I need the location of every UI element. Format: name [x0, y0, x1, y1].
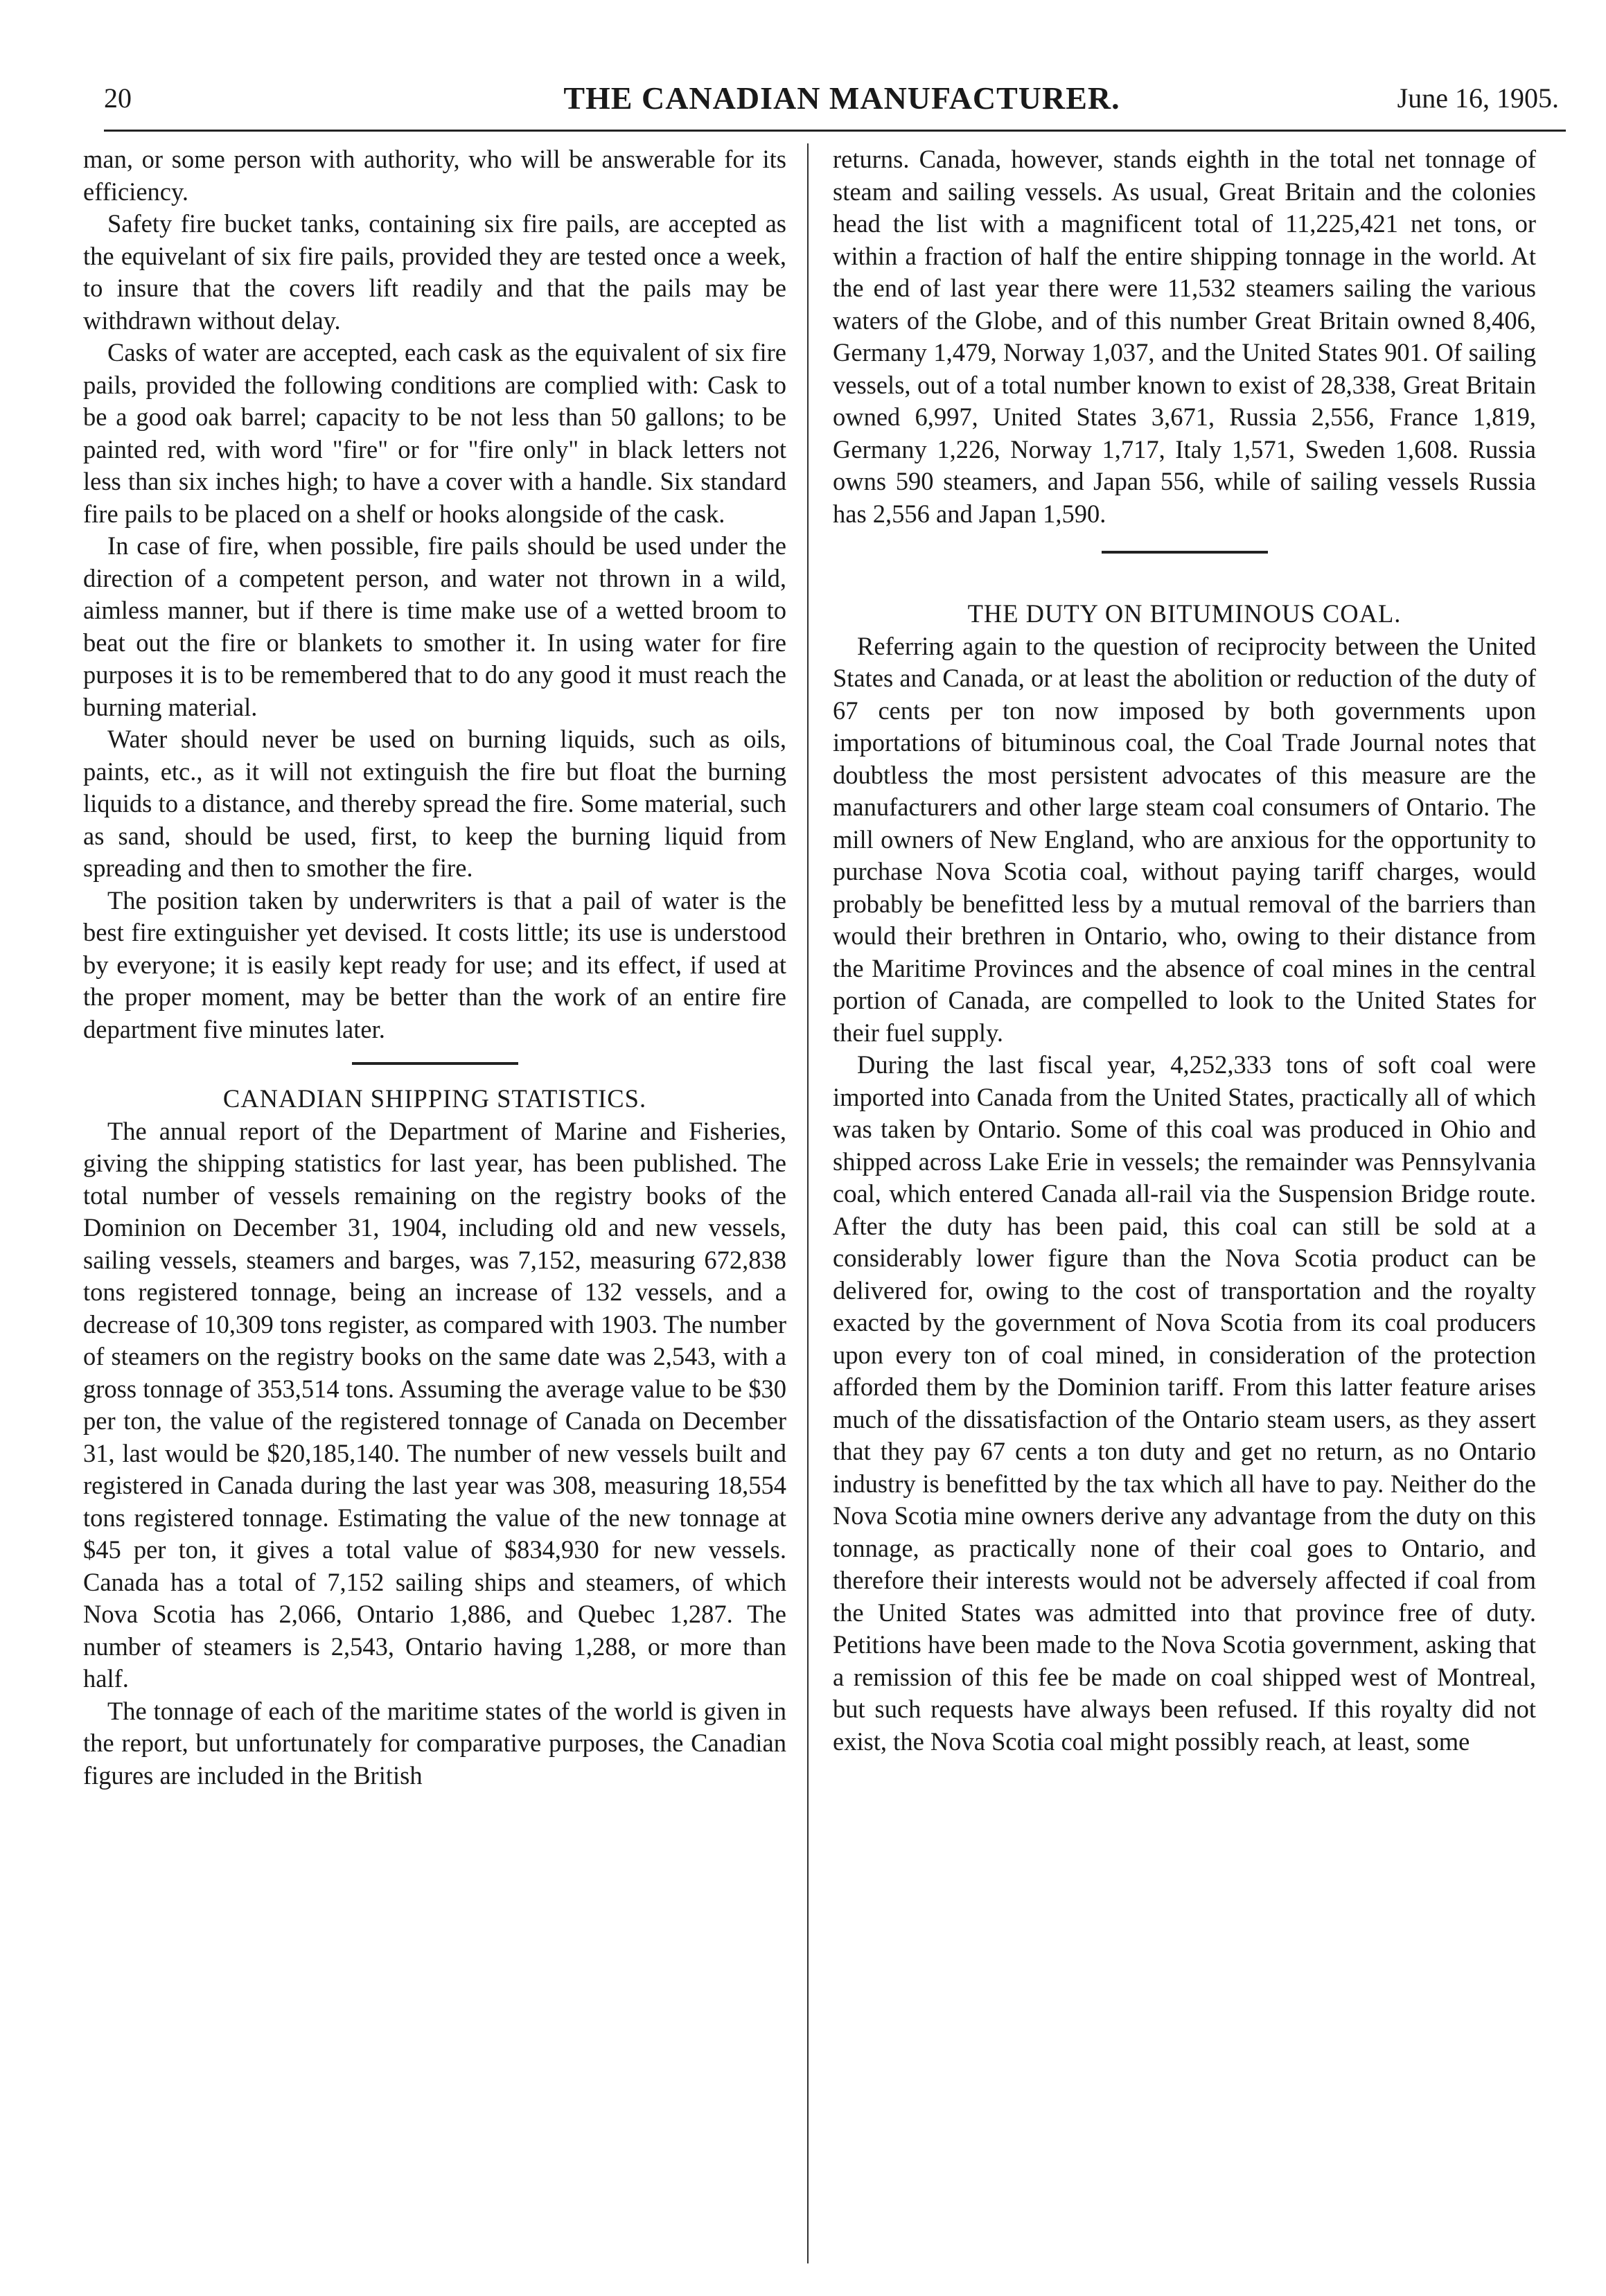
underwriters-position-paragraph: The position taken by underwriters is that a pail of water is the best fire extinguisher yet devised. It costs little; its use is understood by everyone; it is easily kept ready for use; and its effect, if used at the proper moment, may be better than the work of an entire fire department five minutes later.: [83, 885, 786, 1043]
heading-spacer: [833, 572, 1536, 598]
burning-liquids-paragraph: Water should never be used on burning liquids, such as oils, paints, etc., as it will not extinguish the fire but float the burning liquids to a distance, and thereby spread the fire. Some material, such as sand, should be used, first, to keep the burning liquid from spreading and then to smother the fire.: [83, 725, 786, 882]
issue-date: June 16, 1905.: [1397, 82, 1559, 114]
fire-pails-use-paragraph: In case of fire, when possible, fire pails should be used under the direction of a competent person, and water not thrown in a wild, aimless manner, but if there is time make use of a wetted broom to beat out the fire or blankets to smother it. In using water for fire purposes it is to be remembered that to do any good it must reach the burning material.: [83, 531, 786, 721]
shipping-statistics-heading: CANADIAN SHIPPING STATISTICS.: [222, 1084, 647, 1113]
bituminous-coal-heading: THE DUTY ON BITUMINOUS COAL.: [967, 599, 1402, 628]
soft-coal-imports-paragraph: During the last fiscal year, 4,252,333 tons of soft coal were imported into Canada from the United States, practically all of which was taken by Ontario. Some of this coal was produced in Ohio and shipped across Lake Erie in vessels; the remainder was Pennsylvania coal, which entered Canada all-rail via the Suspension Bridge route. After the duty has been paid, this coal can still be sold at a considerably lower figure than the Nova Scotia product can be delivered for, owing to the cost of transportation and the royalty exacted by the government of Nova Scotia from its coal producers upon every ton of coal mined, in consideration of the protection afforded them by the Dominion tariff. From this latter feature arises much of the dissatisfaction of the Ontario steam users, as they assert that they pay 67 cents a ton duty and get no return, as no Ontario industry is benefitted by the tax which all have to pay. Neither do the Nova Scotia mine owners derive any advantage from the duty on this tonnage, as practically none of their coal goes to Ontario, and therefore their interests would not be adversely affected if coal from the United States was admitted into that province free of duty. Petitions have been made to the Nova Scotia government, asking that a remission of this fee be made on coal shipped west of Montreal, but such requests have always been refused. If this royalty did not exist, the Nova Scotia coal might possibly reach, at least, some: [833, 1050, 1536, 1756]
shipping-statistics-paragraph: The annual report of the Department of Marine and Fisheries, giving the shipping statistics for last year, has been published. The total number of vessels remaining on the registry books of the Dominion on December 31, 1904, including old and new vessels, sailing vessels, steamers and barges, was 7,152, measuring 672,838 tons registered tonnage, being an increase of 132 vessels, and a decrease of 10,309 tons register, as compared with 1903. The number of steamers on the registry books on the same date was 2,543, with a gross tonnage of 353,514 tons. Assuming the average value to be $30 per ton, the value of the registered tonnage of Canada on December 31, last would be $20,185,140. The number of new vessels built and registered in Canada during the last year was 308, measuring 18,554 tons registered tonnage. Estimating the value of the new tonnage at $45 per ton, it gives a total value of $834,930 for new vessels. Canada has a total of 7,152 sailing ships and steamers, of which Nova Scotia has 2,066, Ontario 1,886, and Quebec 1,287. The number of steamers is 2,543, Ontario having 1,288, or more than half.: [83, 1116, 786, 1693]
maritime-tonnage-paragraph: The tonnage of each of the maritime states of the world is given in the report, but unfortunately for comparative purposes, the Canadian figures are included in the British: [83, 1696, 786, 1790]
continued-paragraph: man, or some person with authority, who will be answerable for its efficiency.: [83, 145, 786, 206]
casks-of-water-paragraph: Casks of water are accepted, each cask as the equivalent of six fire pails, provided the following conditions are complied with: Cask to be a good oak barrel; capacity to be not less than 50 gallons; to be painted red, with word "fire" or for "fire only" in black letters not less than six inches high; to have a cover with a handle. Six standard fire pails to be placed on a shelf or hooks alongside of the cask.: [83, 338, 786, 528]
right-column: [833, 143, 1536, 1758]
publication-title: THE CANADIAN MANUFACTURER.: [563, 80, 1120, 116]
left-column: [83, 143, 786, 1792]
page-number: 20: [104, 82, 132, 114]
section-divider: [352, 1062, 518, 1065]
continued-shipping-paragraph: returns. Canada, however, stands eighth in the total net tonnage of steam and sailing vessels. As usual, Great Britain and the colonies head the list with a magnificent total of 11,225,421 net tons, or within a fraction of half the entire shipping tonnage in the world. At the end of last year there were 11,532 steamers sailing the various waters of the Globe, and of this number Great Britain owned 8,406, Germany 1,479, Norway 1,037, and the United States 901. Of sailing vessels, out of a total number known to exist of 28,338, Great Britain owned 6,997, United States 3,671, Russia 2,556, France 1,819, Germany 1,226, Norway 1,717, Italy 1,571, Sweden 1,608. Russia owns 590 steamers, and Japan 556, while of sailing vessels Russia has 2,556 and Japan 1,590.: [833, 145, 1536, 528]
column-rule: [807, 143, 809, 2263]
page-header: [104, 76, 1559, 125]
fire-bucket-tanks-paragraph: Safety fire bucket tanks, containing six fire pails, are accepted as the equivelant of six fire pails, provided they are tested once a week, to insure that the covers lift readily and that the pails may be withdrawn without delay.: [83, 209, 786, 335]
section-divider: [1102, 551, 1268, 554]
header-rule: [104, 130, 1566, 132]
coal-reciprocity-paragraph: Referring again to the question of reciprocity between the United States and Canada, or at least the abolition or reduction of the duty of 67 cents per ton now imposed by both governments upon importations of bituminous coal, the Coal Trade Journal notes that doubtless the most persistent advocates of this measure are the manufacturers and other large steam coal consumers of Ontario. The mill owners of New England, who are anxious for the opportunity to purchase Nova Scotia coal, without paying tariff charges, would probably be benefitted less by a mutual removal of the barriers than would their brethren in Ontario, who, owing to their distance from the Maritime Provinces and the absence of coal mines in the central portion of Canada, are compelled to look to the United States for their fuel supply.: [833, 631, 1536, 1047]
